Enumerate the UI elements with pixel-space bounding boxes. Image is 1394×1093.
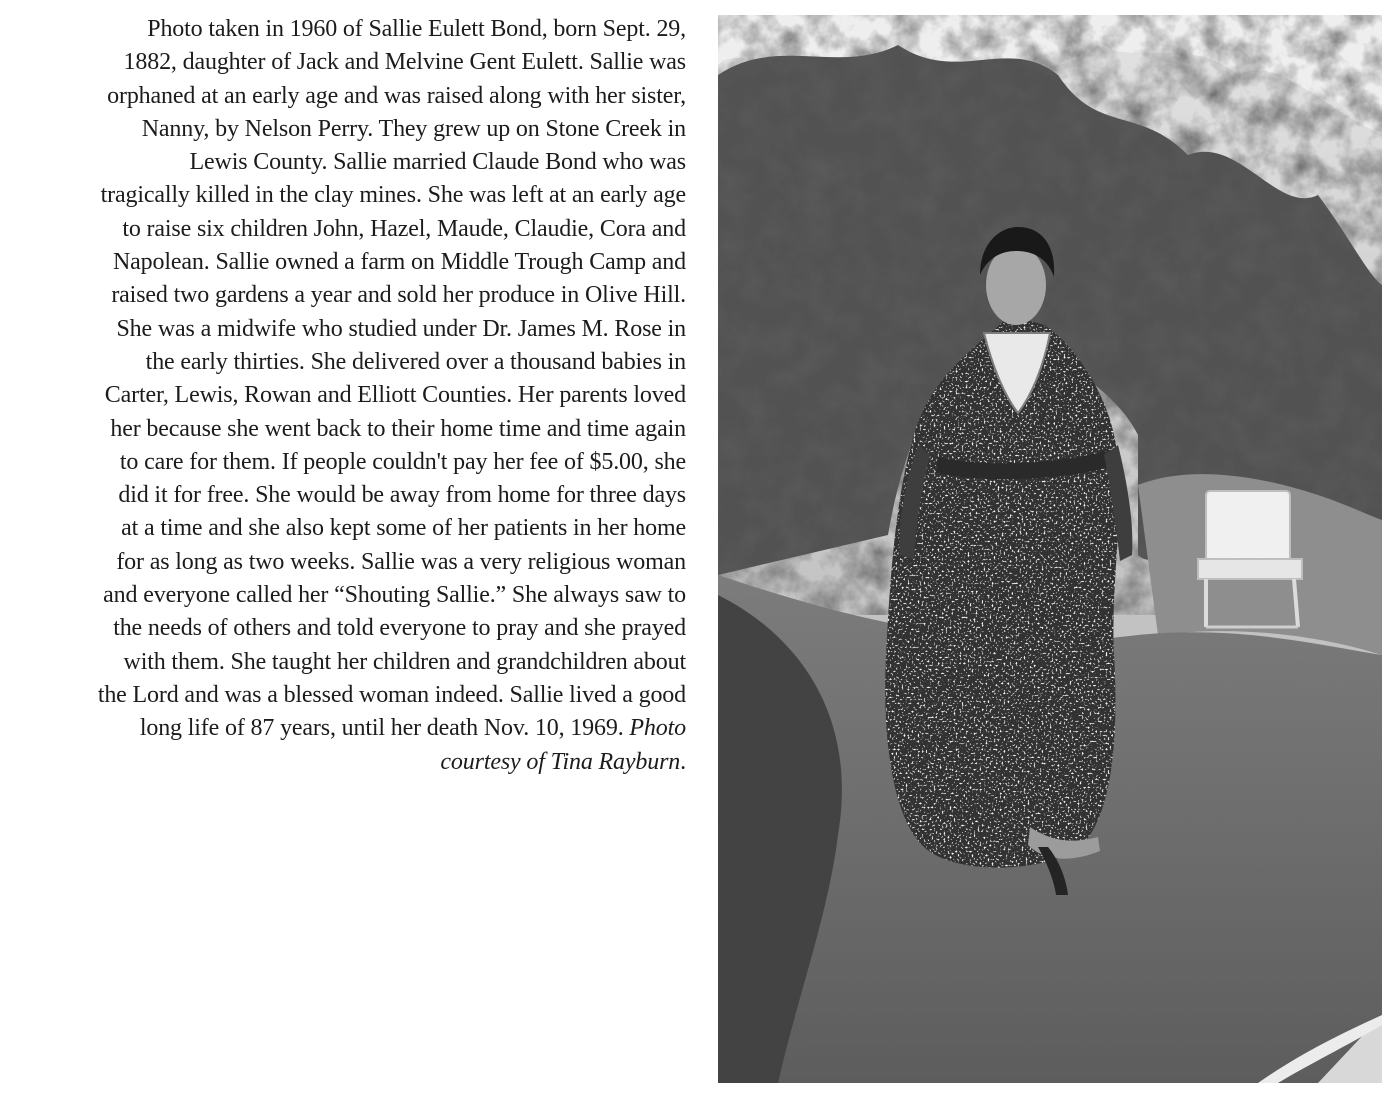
caption-line: Photo taken in 1960 of Sallie Eulett Bond, born Sept. 29,: [147, 16, 686, 42]
photo-caption: [14, 13, 686, 779]
caption-line: She was a midwife who studied under Dr. James M. Rose in: [116, 315, 686, 342]
caption-line: 1882, daughter of Jack and Melvine Gent Eulett. Sallie was: [123, 49, 686, 76]
caption-line: [14, 712, 686, 745]
caption-line: tragically killed in the clay mines. She was left at an early age: [100, 182, 686, 209]
caption-line: orphaned at an early age and was raised along with her sister,: [107, 82, 686, 109]
caption-line: for as long as two weeks. Sallie was a very religious woman: [116, 548, 686, 575]
caption-line: did it for free. She would be away from home for three days: [118, 482, 686, 509]
caption-period: .: [680, 748, 686, 775]
portrait-photo-image: [718, 15, 1382, 1083]
photo-credit-label: Photo: [629, 715, 686, 742]
caption-line: Lewis County. Sallie married Claude Bond who was: [189, 149, 686, 176]
caption-line: to care for them. If people couldn't pay her fee of $5.00, she: [119, 448, 686, 475]
caption-line: Nanny, by Nelson Perry. They grew up on Stone Creek in: [141, 115, 686, 142]
caption-text: long life of 87 years, until her death Nov. 10, 1969.: [139, 715, 630, 742]
caption-line: with them. She taught her children and grandchildren about: [123, 648, 686, 675]
caption-line: at a time and she also kept some of her patients in her home: [121, 515, 686, 542]
caption-line: to raise six children John, Hazel, Maude, Claudie, Cora and: [122, 215, 686, 242]
caption-line: and everyone called her “Shouting Sallie.” She always saw to: [103, 582, 686, 609]
photo-credit-source: courtesy of Tina Rayburn: [440, 748, 681, 775]
caption-line: the Lord and was a blessed woman indeed. Sallie lived a good: [97, 681, 686, 708]
caption-line: Napolean. Sallie owned a farm on Middle Trough Camp and: [113, 249, 686, 276]
caption-line: the needs of others and told everyone to pray and she prayed: [113, 615, 686, 642]
caption-line: [14, 746, 686, 779]
caption-line: raised two gardens a year and sold her produce in Olive Hill.: [111, 282, 686, 309]
caption-line: her because she went back to their home time and time again: [110, 415, 686, 442]
portrait-photo: [718, 15, 1382, 1083]
caption-line: the early thirties. She delivered over a thousand babies in: [145, 348, 686, 375]
caption-line: Carter, Lewis, Rowan and Elliott Counties. Her parents loved: [104, 382, 686, 409]
